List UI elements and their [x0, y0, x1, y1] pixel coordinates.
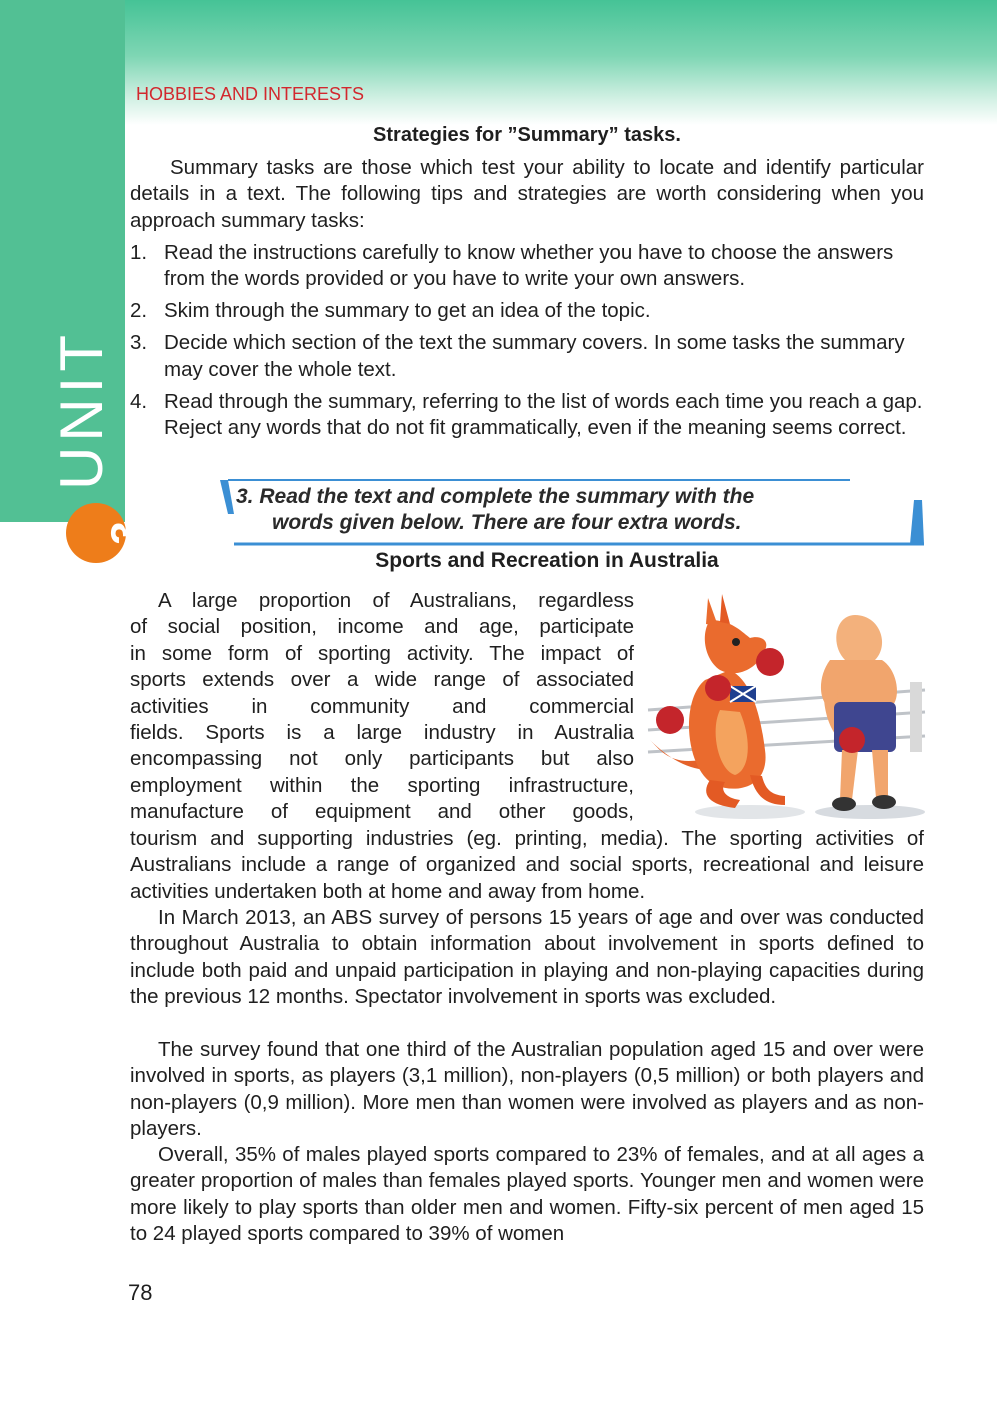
text-line: manufacture of equipment and other goods, — [130, 800, 634, 824]
text-line: in some form of sporting activity. The impact of — [130, 641, 634, 665]
tip-text: Skim through the summary to get an idea of the topic. — [164, 299, 651, 323]
tip-number: 2. — [130, 299, 148, 323]
article-paragraph-3: The survey found that one third of the Australian population aged 15 and over were involved in sports, as players (3,1 million), non-players (0,5 million) or both players and non-players (0,9 million). More men than women were involved as players and as non-players. — [130, 1038, 924, 1141]
tip-text: Read the instructions carefully to know whether you have to choose the answers from the words provided or you have to write your own answers. — [164, 241, 894, 291]
tips-list — [130, 240, 924, 447]
text-line: A large proportion of Australians, regardless — [158, 589, 634, 612]
tip-text: Read through the summary, referring to the list of words each time you reach a gap. Reject any words that do not fit grammatically, even if the meaning seems correct. — [164, 389, 923, 439]
unit-label: UNIT — [48, 330, 115, 490]
article-paragraph-2: In March 2013, an ABS survey of persons 15 years of age and over was conducted throughout Australia to obtain information about involvement in sports defined to include both paid and unpaid participation in playing and non-playing capacities during the previous 12 months. Spectator involvement in sports was excluded. — [130, 906, 924, 1009]
text-line: sports extends over a wide range of associated — [130, 668, 634, 692]
task-line-1: 3. Read the text and complete the summary with the — [236, 485, 755, 508]
strategies-title: Strategies for ”Summary” tasks. — [373, 124, 681, 146]
article-title: Sports and Recreation in Australia — [375, 549, 719, 572]
boxing-kangaroo-illustration — [640, 590, 930, 822]
tip-item — [130, 298, 924, 324]
tip-item — [130, 330, 924, 383]
text-line: activities in community and commercial — [130, 694, 634, 718]
running-head: HOBBIES AND INTERESTS — [136, 84, 365, 104]
task-line-2: words given below. There are four extra words. — [272, 511, 742, 534]
tip-number: 1. — [130, 241, 148, 264]
text-line: employment within the sporting infrastructure, — [130, 773, 634, 797]
text-line: encompassing not only participants but also — [130, 747, 634, 771]
text-line: of social position, income and age, participate — [130, 615, 634, 639]
article-paragraph-1-rest: tourism and supporting industries (eg. printing, media). The sporting activities of Australians include a range of organized and social sports, recreational and leisure activities undertaken both at home and away from home. — [130, 827, 924, 903]
page-number: 78 — [128, 1280, 153, 1305]
tip-number: 4. — [130, 389, 148, 413]
unit-number: 3 — [102, 521, 149, 545]
article-paragraph-4: Overall, 35% of males played sports compared to 23% of females, and at all ages a greater proportion of males than females played sports. Younger men and women were more likely to play sports than older men and women. Fifty-six percent of men aged 15 to 24 played sports compared to 39% of women — [130, 1143, 924, 1246]
header-band — [0, 0, 997, 125]
tip-item — [130, 389, 924, 442]
tip-text: Decide which section of the text the summary covers. In some tasks the summary may cover the whole text. — [164, 331, 905, 381]
strategies-intro: Summary tasks are those which test your ability to locate and identify particular details in a text. The following tips and strategies are worth considering when you approach summary tasks: — [130, 156, 924, 232]
tip-item — [130, 240, 924, 293]
unit-number-badge — [66, 503, 149, 563]
tip-number: 3. — [130, 331, 148, 355]
task-instructions — [236, 484, 916, 536]
text-line: fields. Sports is a large industry in Australia — [130, 721, 634, 745]
article-paragraph-1-lead — [130, 588, 634, 826]
